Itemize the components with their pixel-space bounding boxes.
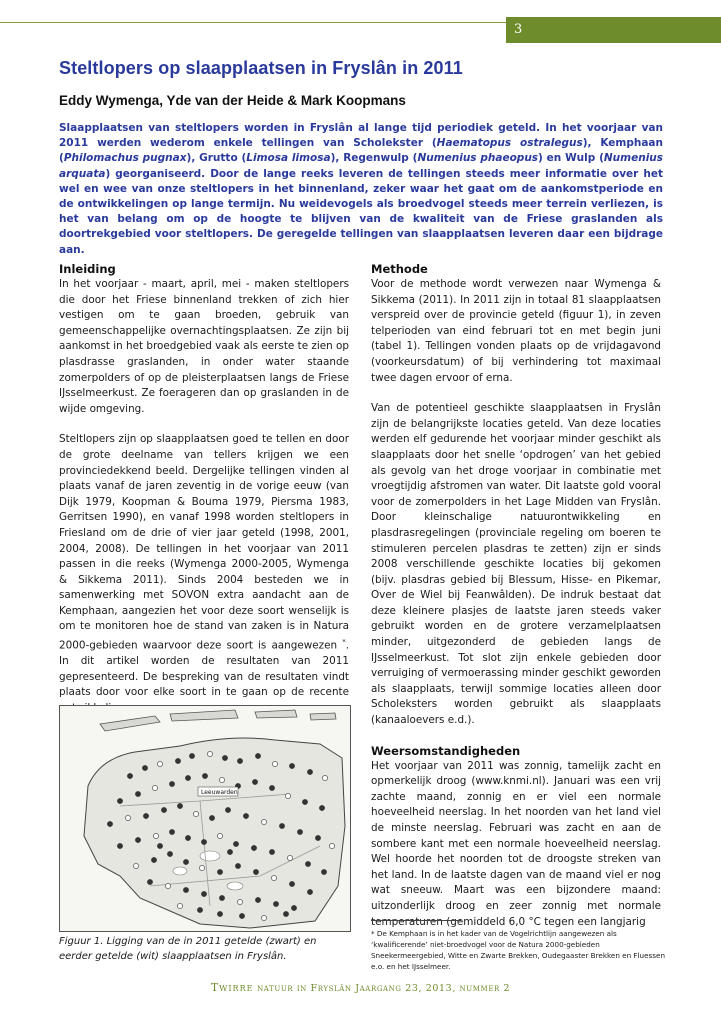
inleiding-paragraph-1: In het voorjaar - maart, april, mei - maken steltlopers die door het Friese binnenland trekken of zich hier vestigen om te gaan broeden, gebruik van gemeenschappelijke overnachtingsplaatsen. Ze zijn bij aankomst in het broedgebied vaak als eerste te zien op plasdrasse graslanden, in onder water staande zomerpolders of op de pleisterplaatsen langs de Friese IJsselmeerkust. Ze foerageren dan op graslanden in de wijde omgeving.: [59, 278, 349, 415]
roost-dot-counted: [185, 775, 190, 780]
roost-dot-counted: [183, 887, 188, 892]
roost-dot-counted: [255, 753, 260, 758]
roost-dot-counted: [291, 905, 296, 910]
figure-caption: Figuur 1. Ligging van de in 2011 getelde (zwart) en eerder getelde (wit) slaapplaatsen in Fryslân.: [59, 936, 317, 962]
article-intro: [59, 121, 663, 258]
roost-dot-counted: [321, 869, 326, 874]
roost-dot-counted: [202, 773, 207, 778]
roost-dot-counted: [209, 815, 214, 820]
lake-1: [200, 851, 220, 861]
roost-dot-counted: [269, 785, 274, 790]
roost-dot-counted: [201, 891, 206, 896]
roost-dot-counted: [251, 845, 256, 850]
footnote: * De Kemphaan is in het kader van de Vogelrichtlijn aangewezen als ‘kwalificerende’ niet-broedvogel voor de Natura 2000-gebieden Sneekermeergebied, Witte en Zwarte Brekken, Oudegaaster Brekken en Fluessen e.o. en het IJsselmeer.: [371, 929, 666, 971]
roost-dot-earlier: [193, 811, 198, 816]
right-column: [371, 262, 661, 945]
roost-dot-counted: [225, 807, 230, 812]
page-number-tab: [506, 17, 721, 43]
methode-paragraph-1: Voor de methode wordt verwezen naar Wymenga & Sikkema (2011). In 2011 zijn in totaal 81 slaapplaatsen verspreid over de provincie geteld (figuur 1), in zeven telperioden van eind februari tot en met begin juni (tabel 1). Tellingen vonden plaats op de vrijdagavond (voorkeursdatum) of bij verhindering tot maximaal twee dagen ervoor of erna.: [371, 278, 661, 384]
roost-dot-counted: [157, 843, 162, 848]
roost-dot-earlier: [261, 915, 266, 920]
roost-dot-counted: [189, 753, 194, 758]
roost-dot-earlier: [157, 761, 162, 766]
roost-dot-earlier: [219, 777, 224, 782]
roost-dot-counted: [227, 849, 232, 854]
lake-2: [173, 867, 187, 875]
roost-dot-counted: [201, 839, 206, 844]
intro-text-6: ) georganiseerd. Door de lange reeks leveren de tellingen steeds meer informatie over het wel en wee van onze steltlopers in het binnenland, zeker waar het gaat om de aankomstperiode en de ontwikkelingen op lange termijn. Nu weidevogels als broedvogel steeds meer terrein verliezen, is het van belang om op de hoogte te blijven van de kwaliteit van de Friese graslanden als doortrekgebied voor steltlopers. De geregelde tellingen van slaapplaatsen leveren daar een bijdrage aan.: [59, 167, 663, 256]
roost-dot-earlier: [329, 843, 334, 848]
roost-dot-counted: [283, 911, 288, 916]
roost-dot-counted: [305, 861, 310, 866]
article-title: Steltlopers op slaapplaatsen in Fryslân in 2011: [59, 58, 463, 78]
roost-dot-counted: [273, 901, 278, 906]
roost-dot-counted: [117, 798, 122, 803]
roost-dot-counted: [143, 813, 148, 818]
roost-dot-counted: [175, 758, 180, 763]
article-authors: Eddy Wymenga, Yde van der Heide & Mark Koopmans: [59, 93, 406, 108]
roost-dot-earlier: [153, 833, 158, 838]
roost-dot-earlier: [199, 865, 204, 870]
roost-dot-counted: [185, 835, 190, 840]
footer-brand: Twirre: [210, 981, 254, 994]
intro-text-3: ), Grutto (: [186, 152, 247, 165]
roost-dot-counted: [219, 895, 224, 900]
species-scholekster: Haematopus ostralegus: [436, 137, 583, 150]
roost-dot-counted: [107, 821, 112, 826]
roost-dot-earlier: [271, 875, 276, 880]
roost-dot-counted: [222, 755, 227, 760]
roost-dot-counted: [197, 907, 202, 912]
roost-dot-earlier: [237, 899, 242, 904]
roost-dot-counted: [177, 803, 182, 808]
roost-dot-counted: [161, 807, 166, 812]
roost-dot-earlier: [165, 883, 170, 888]
roost-dot-earlier: [217, 833, 222, 838]
roost-dot-earlier: [287, 855, 292, 860]
weer-paragraph-1: Het voorjaar van 2011 was zonnig, tamelijk zacht en opmerkelijk droog (www.knmi.nl). Januari was een vrij zachte maand, zonnig en er viel een normale hoeveelheid neerslag. In het noorden van het land viel de minste neerslag. Februari was zacht en aan de sombere kant met een normale hoeveelheid neerslag. Wel hoorde het noorden tot de droogste streken van het land. In de laatste dagen van de maand viel er nog wat sneeuw. Maart was een bijzondere maand: uitzonderlijk droog en zeer zonnig met normale temperaturen (gemiddeld 6,0 °C tegen een langjarig: [371, 759, 661, 928]
roost-dot-earlier: [207, 751, 212, 756]
roost-dot-counted: [289, 763, 294, 768]
intro-text-2: ), Kemphaan (: [59, 137, 663, 165]
species-regenwulp: Numenius phaeopus: [417, 152, 539, 165]
intro-text-1: Slaapplaatsen van steltlopers worden in Fryslân al lange tijd periodiek geteld. In het voorjaar van 2011 werden wederom enkele tellingen van Scholekster (: [59, 122, 663, 150]
footnote-rule: [371, 920, 461, 921]
friesland-map: [60, 706, 350, 931]
page-header: [0, 0, 721, 60]
species-wulp: Numenius arquata: [59, 152, 664, 180]
roost-dot-earlier: [322, 775, 327, 780]
roost-dot-counted: [169, 829, 174, 834]
heading-inleiding: Inleiding: [59, 262, 116, 276]
roost-dot-counted: [307, 889, 312, 894]
roost-dot-counted: [217, 911, 222, 916]
roost-dot-counted: [237, 758, 242, 763]
roost-dot-counted: [167, 851, 172, 856]
inleiding-paragraph-2: [59, 432, 349, 716]
footer-text: natuur in Fryslân Jaargang 23, 2013, nummer 2: [257, 983, 511, 994]
roost-dot-earlier: [177, 903, 182, 908]
lake-3: [227, 882, 243, 890]
roost-dot-counted: [253, 869, 258, 874]
roost-dot-counted: [252, 779, 257, 784]
roost-dot-earlier: [285, 793, 290, 798]
roost-dot-counted: [183, 859, 188, 864]
island-schiermonnikoog: [310, 713, 336, 720]
roost-dot-counted: [135, 837, 140, 842]
methode-paragraph-2: Van de potentieel geschikte slaapplaatsen in Fryslân zijn de belangrijkste locaties geteld. Van deze locaties werden elf gedurende het voorjaar minder geschikt als slaapplaats door het snelle ‘opdrogen’ van het gebied als gevolg van het droge voorjaar in combinatie met vroegtijdig afstromen van water. Dit laatste gold vooral voor de zomerpolders in het Lage Midden van Fryslân. Door kleinschalige natuurontwikkeling en plasdrasregelingen (provinciale regeling om boeren te stimuleren percelen plasdras te zetten) zijn er sinds 2008 verschillende geschikte locaties bij gekomen (bijv. plasdras gebied bij Blessum, Hisse- en Pikemar, Over de Wiel bij Feanwâlden). De indruk bestaat dat deze kleinere plasjes de laatste jaren steeds vaker gebruikt worden en de grotere verzamelplaatsen minder, uitgezonderd de gebieden langs de IJsselmeerkust. Tot slot zijn enkele gebieden door verruiging of vermoerassing minder geschikt geworden als slaapplaats, terwijl sommige locaties alleen door Scholeksters worden gebruikt als slaapplaats (kanaaloevers e.d.).: [371, 402, 661, 727]
intro-text-5: ) en Wulp (: [538, 152, 604, 165]
page-number: 3: [514, 22, 523, 37]
roost-dot-counted: [235, 863, 240, 868]
roost-dot-counted: [127, 773, 132, 778]
figure-map: [59, 705, 351, 932]
roost-dot-counted: [243, 813, 248, 818]
heading-weersomstandigheden: Weersomstandigheden: [371, 743, 521, 758]
roost-dot-counted: [233, 841, 238, 846]
roost-dot-counted: [255, 897, 260, 902]
left-column: [59, 262, 349, 732]
roost-dot-earlier: [125, 815, 130, 820]
roost-dot-earlier: [272, 761, 277, 766]
species-kemphaan: Philomachus pugnax: [63, 152, 187, 165]
species-grutto: Limosa limosa: [246, 152, 331, 165]
roost-dot-counted: [239, 913, 244, 918]
roost-dot-counted: [169, 781, 174, 786]
roost-dot-counted: [279, 823, 284, 828]
map-label-leeuwarden: Leeuwarden: [201, 789, 238, 796]
roost-dot-counted: [217, 869, 222, 874]
header-rule: [0, 22, 506, 23]
roost-dot-counted: [269, 849, 274, 854]
roost-dot-earlier: [133, 863, 138, 868]
heading-methode: Methode: [371, 262, 428, 276]
roost-dot-counted: [117, 843, 122, 848]
footnote-mark: *: [342, 638, 346, 647]
roost-dot-counted: [151, 857, 156, 862]
inleiding-paragraph-2a: Steltlopers zijn op slaapplaatsen goed te tellen en door de grote deelname van tellers krijgen we een provinciedekkend beeld. Dergelijke tellingen vinden al plaats vanaf de jaren zeventig in de vorige eeuw (van Dijk 1979, Koopman & Bouma 1979, Piersma 1983, Gerritsen 1990), en vanaf 1998 worden steltlopers in Friesland om de drie of vier jaar geteld (1998, 2001, 2004, 2008). De tellingen in het voorjaar van 2011 passen in die reeks (Wymenga 2000-2005, Wymenga & Sikkema 2011). Sinds 2004 besteden we in samenwerking met SOVON extra aandacht aan de Kemphaan, aangezien het voor deze soort wenselijk is om te monitoren hoe de stand van zaken is in Natura 2000-gebieden waarvoor deze soort is aangewezen: [59, 433, 349, 652]
roost-dot-counted: [315, 835, 320, 840]
page-footer: [0, 981, 721, 994]
intro-text-4: ), Regenwulp (: [330, 152, 418, 165]
roost-dot-counted: [302, 799, 307, 804]
roost-dot-counted: [297, 829, 302, 834]
roost-dot-counted: [319, 805, 324, 810]
inleiding-paragraph-2b: . In dit artikel worden de resultaten van 2011 gepresenteerd. De bespreking van de resultaten vindt plaats door voor elke soort in te gaan op de recente: [59, 639, 349, 699]
roost-dot-earlier: [152, 785, 157, 790]
roost-dot-earlier: [261, 819, 266, 824]
roost-dot-counted: [135, 791, 140, 796]
roost-dot-counted: [289, 881, 294, 886]
roost-dot-counted: [147, 879, 152, 884]
roost-dot-counted: [307, 769, 312, 774]
roost-dot-counted: [142, 765, 147, 770]
